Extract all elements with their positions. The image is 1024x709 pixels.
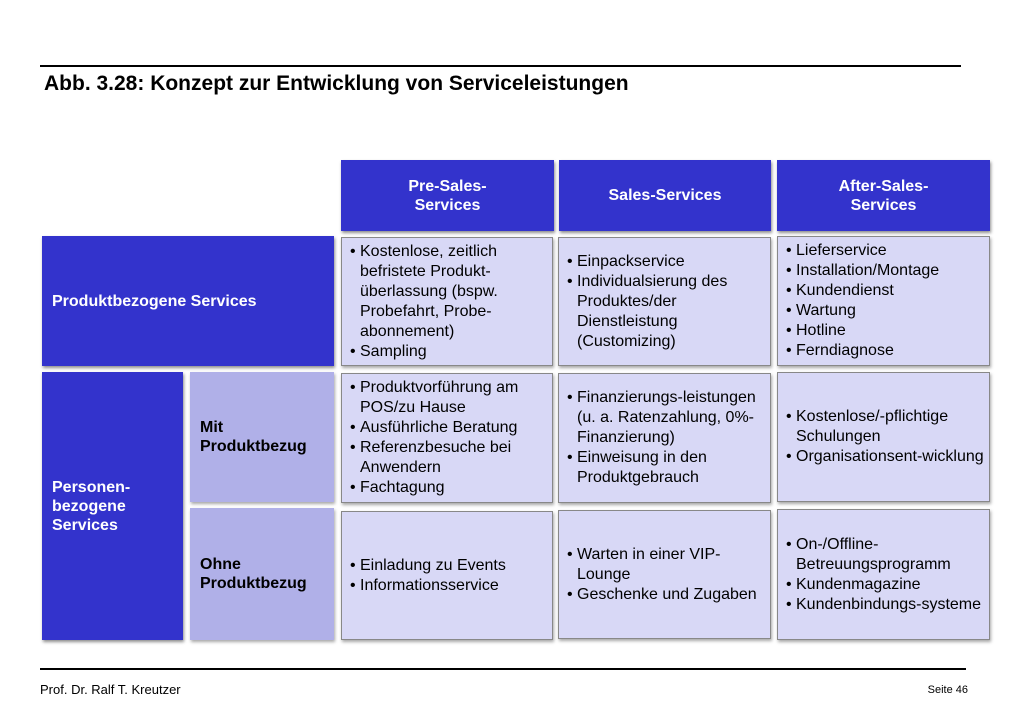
column-header-line: Services: [850, 196, 917, 214]
row-label-personenbezogen: [42, 372, 183, 640]
column-header-sales: [559, 160, 771, 231]
bullet-item: • Finanzierungs-leistungen (u. a. Ratenzahlung, 0%-Finanzierung): [567, 388, 766, 448]
sub-label-line: Mit: [200, 419, 224, 436]
sub-label-ohne-produktbezug: [190, 508, 334, 640]
cell-mit-pre-sales: [341, 373, 553, 503]
bullet-item: • Produktvorführung am POS/zu Hause: [350, 378, 548, 418]
column-header-line: After-Sales-: [838, 177, 929, 195]
column-header-after-sales: [777, 160, 990, 231]
row-label-line: Services: [52, 516, 118, 534]
bullet-item: • Referenzbesuche bei Anwendern: [350, 438, 548, 478]
bullet-item: • Einweisung in den Produktgebrauch: [567, 448, 766, 488]
top-rule: [40, 65, 961, 67]
bullet-item: • Kostenlose, zeitlich befristete Produkt-überlassung (bspw. Probefahrt, Probe-abonnement): [350, 242, 548, 342]
bullet-item: • Einladung zu Events: [350, 556, 548, 576]
bullet-item: • Sampling: [350, 342, 548, 362]
bullet-item: • Ferndiagnose: [786, 341, 985, 361]
sub-label-mit-produktbezug: [190, 372, 334, 502]
sub-label-line: Ohne: [200, 556, 241, 573]
column-header-line: Services: [414, 196, 481, 214]
column-header-line: Pre-Sales-: [408, 177, 487, 195]
row-label-text: Produktbezogene Services: [52, 292, 257, 310]
cell-ohne-sales: [558, 510, 771, 639]
cell-ohne-after-sales: [777, 509, 990, 640]
slide-title: Abb. 3.28: Konzept zur Entwicklung von Serviceleistungen: [44, 72, 629, 95]
bullet-item: • Kundendienst: [786, 281, 985, 301]
cell-produkt-after-sales: [777, 236, 990, 366]
column-header-pre-sales: [341, 160, 554, 231]
bullet-item: • Hotline: [786, 321, 985, 341]
footer-author: Prof. Dr. Ralf T. Kreutzer: [40, 682, 181, 697]
bullet-item: • Installation/Montage: [786, 261, 985, 281]
bullet-item: • Kundenmagazine: [786, 575, 985, 595]
cell-produkt-pre-sales: [341, 237, 553, 366]
bullet-item: • Fachtagung: [350, 478, 548, 498]
sub-label-line: Produktbezug: [200, 438, 307, 455]
bullet-item: • Wartung: [786, 301, 985, 321]
cell-mit-sales: [558, 373, 771, 503]
bullet-item: • Warten in einer VIP-Lounge: [567, 545, 766, 585]
bullet-item: • Geschenke und Zugaben: [567, 585, 766, 605]
bullet-item: • Informationsservice: [350, 576, 548, 596]
cell-ohne-pre-sales: [341, 511, 553, 640]
row-label-line: bezogene: [52, 497, 126, 515]
bullet-item: • Lieferservice: [786, 241, 985, 261]
cell-produkt-sales: [558, 237, 771, 366]
bullet-item: • On-/Offline-Betreuungsprogramm: [786, 535, 985, 575]
row-label-produktbezogen: [42, 236, 334, 366]
bottom-rule: [40, 668, 966, 670]
bullet-item: • Einpackservice: [567, 252, 766, 272]
bullet-item: • Ausführliche Beratung: [350, 418, 548, 438]
bullet-item: • Kundenbindungs-systeme: [786, 595, 985, 615]
bullet-item: • Organisationsent-wicklung: [786, 447, 985, 467]
cell-mit-after-sales: [777, 372, 990, 502]
bullet-item: • Individualsierung des Produktes/der Dienstleistung (Customizing): [567, 272, 766, 352]
page-number: Seite 46: [927, 684, 968, 696]
sub-label-line: Produktbezug: [200, 575, 307, 592]
column-header-line: Sales-Services: [608, 187, 722, 204]
bullet-item: • Kostenlose/-pflichtige Schulungen: [786, 407, 985, 447]
row-label-line: Personen-: [52, 478, 131, 496]
